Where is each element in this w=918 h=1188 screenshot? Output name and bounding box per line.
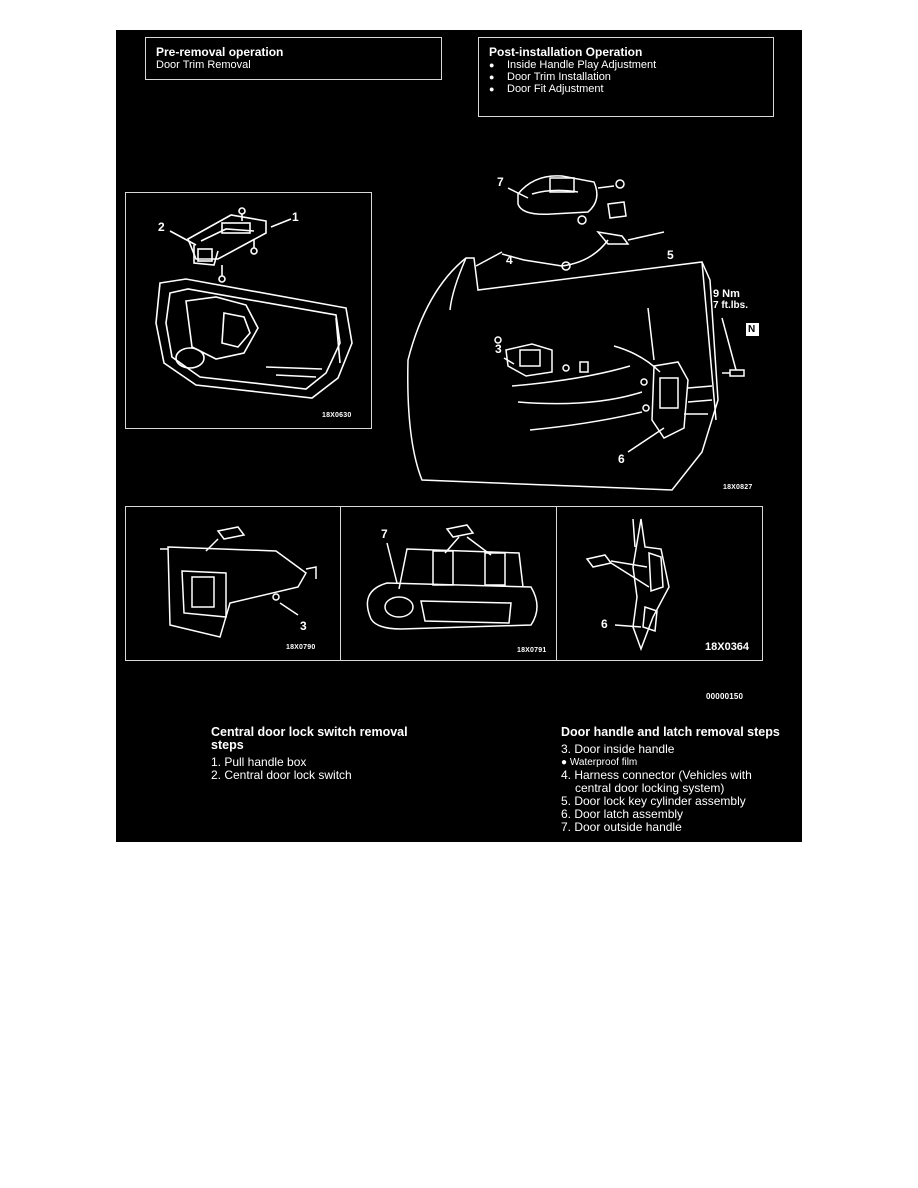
post-installation-item: ● Door Trim Installation [489,71,611,83]
detail-figures-row [125,506,763,661]
detail-handle-figure [126,507,341,660]
figure-caption: 18X0790 [286,644,316,651]
callout-label: 7 [381,527,388,541]
callout-label: 6 [618,452,625,466]
post-installation-item: ● Door Fit Adjustment [489,83,604,95]
bullet-icon: ● [489,60,495,70]
detail-latch-figure [557,507,762,660]
main-door-figure [402,140,792,500]
detail-outside-drawing [341,507,556,660]
steps-title-continued: steps [211,738,244,752]
figure-caption: 18X0791 [517,647,547,654]
reference-number: 00000150 [706,692,744,701]
step-item: 7. Door outside handle [561,820,682,834]
step-item: 5. Door lock key cylinder assembly [561,794,746,808]
post-installation-box [478,37,774,117]
step-item: 6. Door latch assembly [561,807,684,821]
callout-label: 6 [601,617,608,631]
callout-label: 5 [667,248,674,262]
pre-removal-title: Pre-removal operation [156,45,284,59]
torque-ftlb-label: 7 ft.lbs. [713,300,749,311]
step-item: 4. Harness connector (Vehicles with [561,768,752,782]
detail-outside-figure [341,507,557,660]
post-installation-item: ● Inside Handle Play Adjustment [489,59,657,71]
step-item: 1. Pull handle box [211,755,307,769]
pre-removal-item: Door Trim Removal [156,59,251,71]
callout-label: 3 [495,342,502,356]
figure-caption: 18X0364 [705,641,750,653]
callout-label: 2 [158,220,165,234]
central-lock-steps [211,726,431,782]
figure-caption: 18X0630 [322,412,352,419]
figure-caption: 18X0827 [723,484,753,491]
pre-removal-box [145,37,442,80]
steps-title: Door handle and latch removal steps [561,725,780,739]
step-item: 3. Door inside handle [561,742,675,756]
step-item-continued: central door locking system) [575,781,725,795]
detail-latch-drawing [557,507,762,660]
detail-handle-drawing [126,507,340,660]
post-installation-title: Post-installation Operation [489,45,643,59]
callout-label: 4 [506,253,513,267]
steps-title: Central door lock switch removal [211,725,408,739]
callout-label: 3 [300,619,307,633]
step-item: 2. Central door lock switch [211,768,352,782]
trim-panel-figure [125,192,372,429]
new-part-mark: N [748,324,756,335]
bullet-icon: ● [489,84,495,94]
callout-label: 1 [292,210,299,224]
latch-steps [561,726,801,834]
step-item: ● Waterproof film [561,757,638,768]
bullet-icon: ● [489,72,495,82]
callout-label: 7 [497,175,504,189]
main-door-drawing [402,140,792,500]
manual-page-panel [116,30,802,842]
torque-nm-label: 9 Nm [713,288,740,300]
